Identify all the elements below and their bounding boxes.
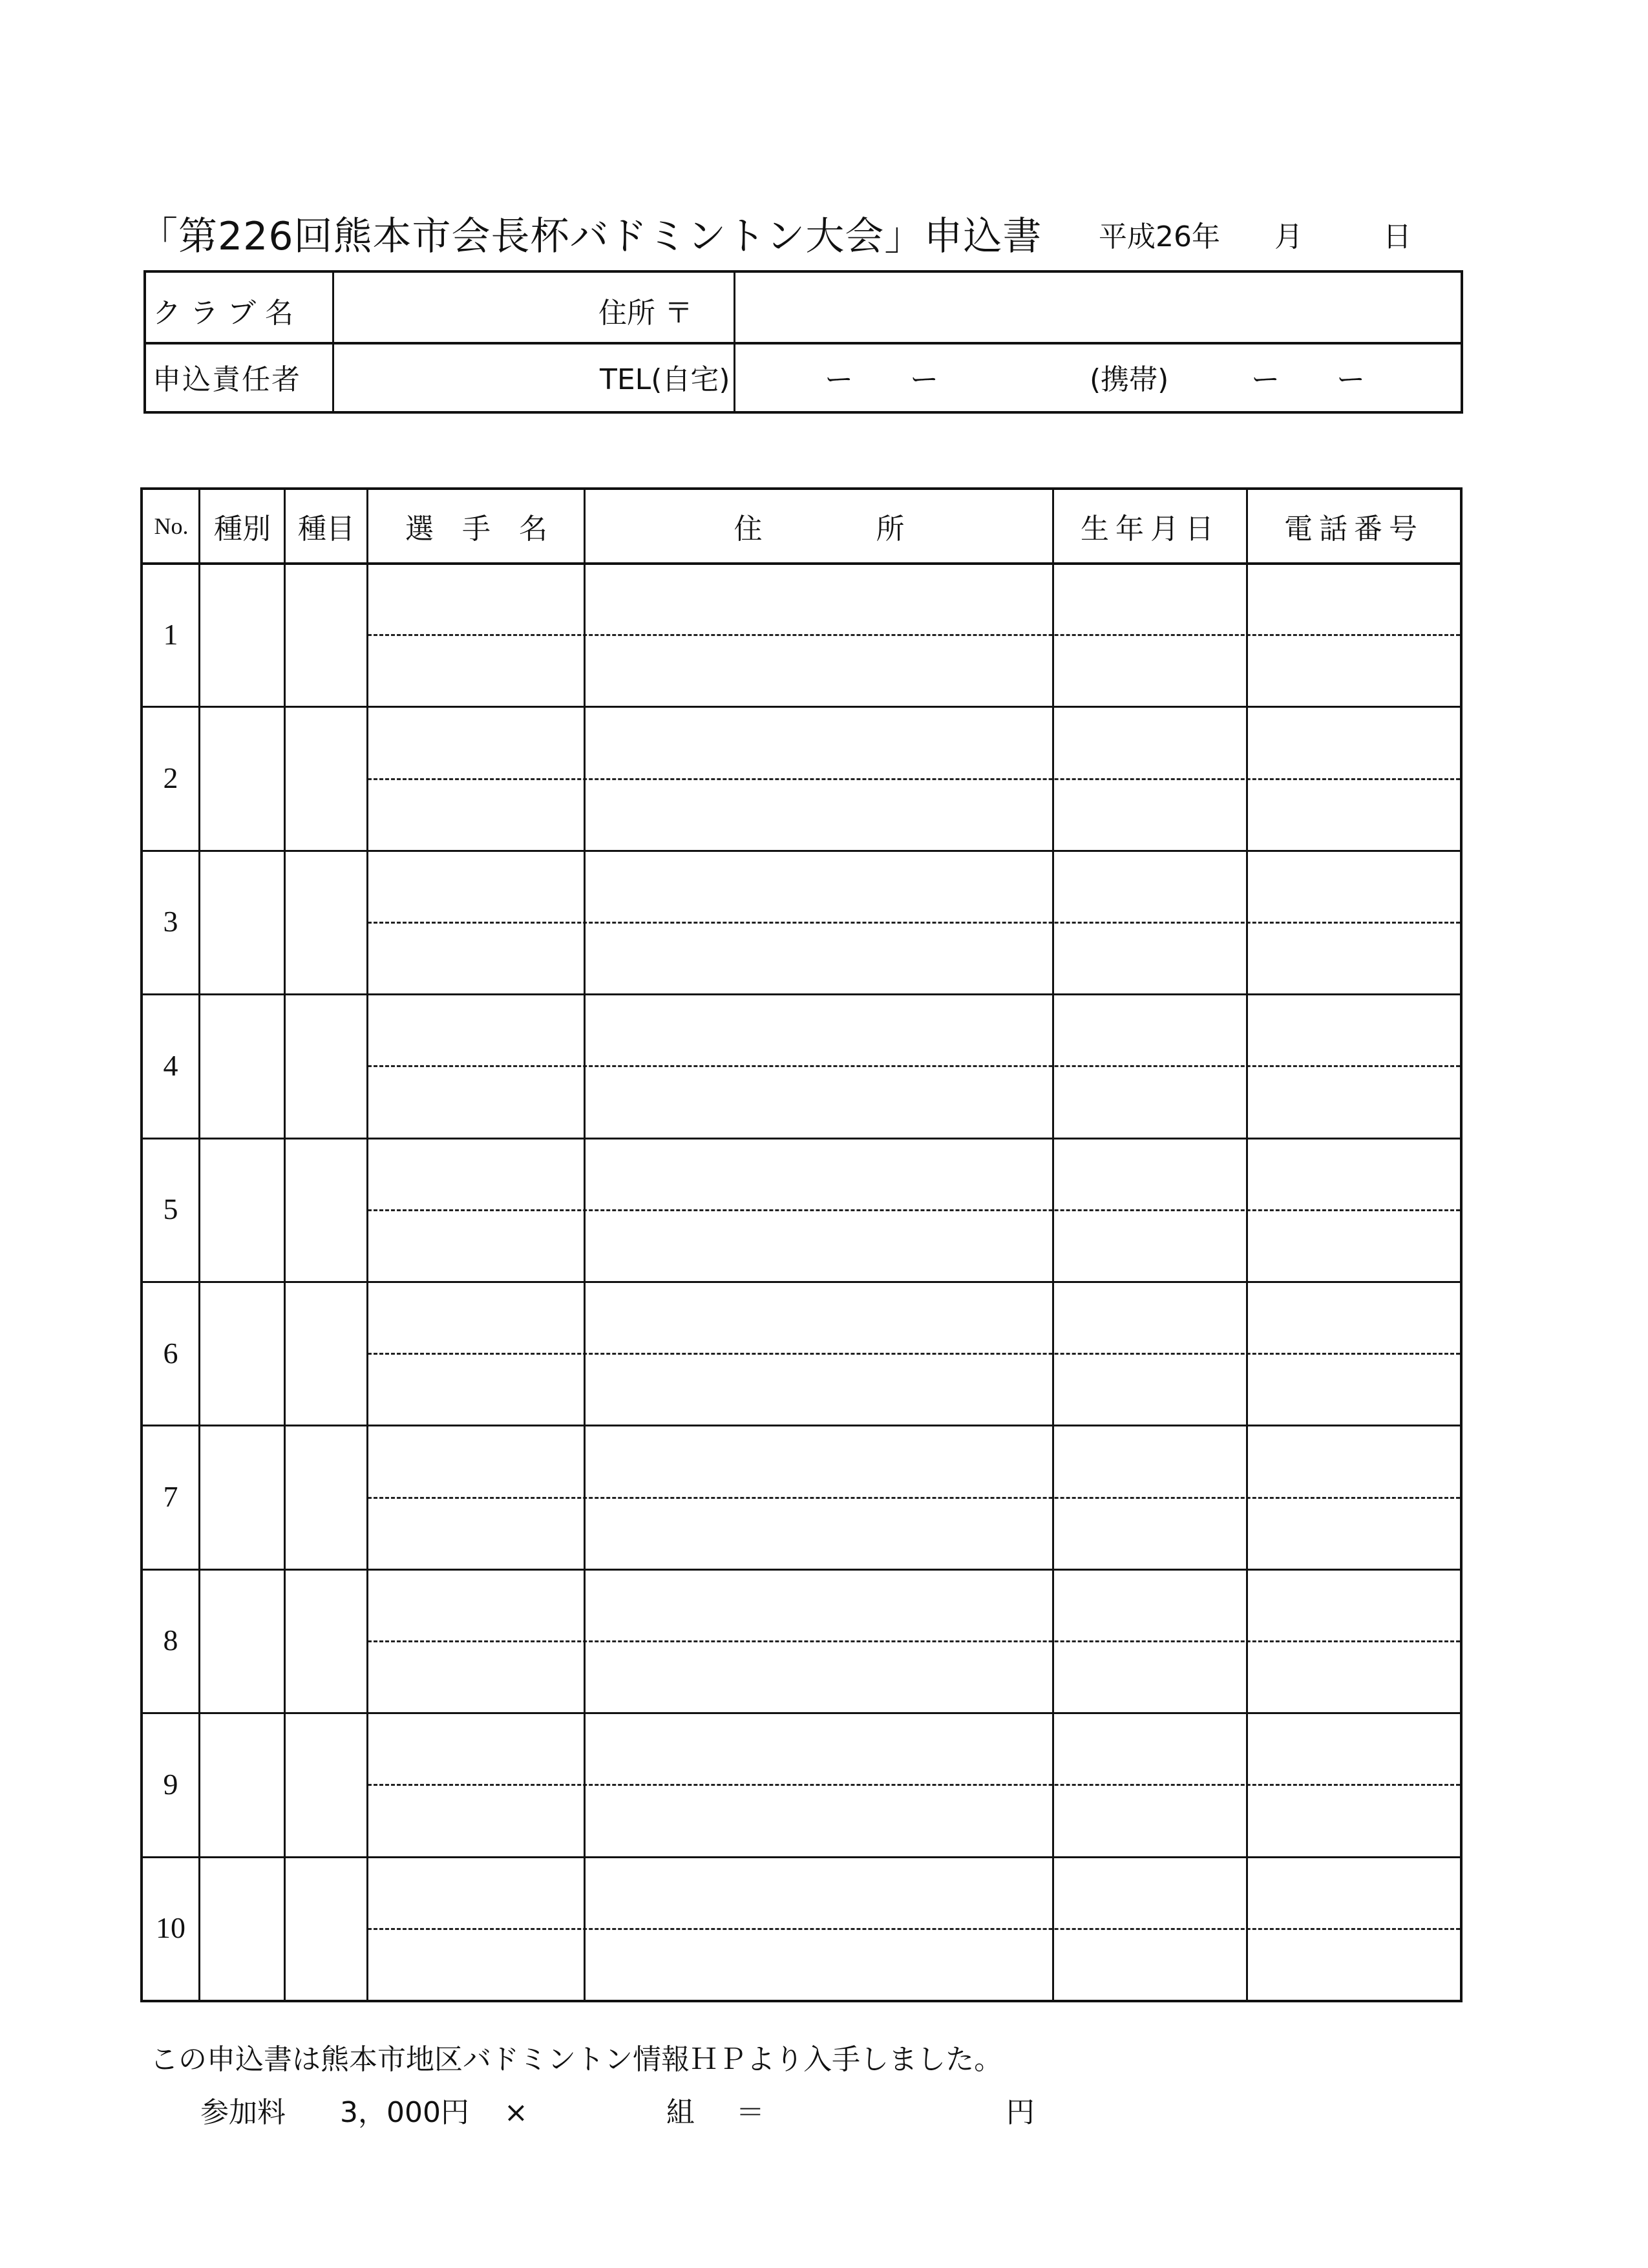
event-field[interactable] — [285, 1281, 366, 1425]
row-number: 10 — [156, 1911, 185, 1945]
source-note: この申込書は熊本市地区バドミントン情報ＨＰより入手しました。 — [150, 2043, 1003, 2076]
table-row — [143, 1138, 1460, 1283]
event-field[interactable] — [285, 850, 366, 993]
birthdate-field[interactable] — [1053, 1138, 1246, 1281]
address-field[interactable] — [585, 562, 1052, 706]
address-label: 住所 〒 — [598, 297, 693, 330]
fee-group: 組 — [666, 2096, 695, 2129]
date-era-year: 平成26年 — [1099, 220, 1220, 253]
birthdate-field[interactable] — [1053, 1856, 1246, 2000]
address-field[interactable] — [735, 273, 1461, 342]
phone-field[interactable] — [1247, 1281, 1461, 1425]
birthdate-field[interactable] — [1053, 706, 1246, 849]
fee-yen: 円 — [1006, 2096, 1035, 2129]
phone-field[interactable] — [1247, 993, 1461, 1137]
col-divider-category — [284, 490, 286, 2000]
fee-times: × — [503, 2096, 528, 2129]
address-field[interactable] — [585, 706, 1052, 849]
player-name-field[interactable] — [368, 1138, 584, 1281]
fee-equals: ＝ — [735, 2096, 765, 2129]
col-divider-birthdate — [1246, 490, 1248, 2000]
tel-home-label: TEL(自宅) — [600, 363, 730, 396]
fee-label: 参加料 — [200, 2096, 286, 2129]
birthdate-field[interactable] — [1053, 562, 1246, 706]
row-number: 7 — [163, 1480, 178, 1514]
table-row — [143, 706, 1460, 851]
player-name-field[interactable] — [368, 1281, 584, 1425]
table-row — [143, 1856, 1460, 2000]
category-field[interactable] — [200, 562, 284, 706]
category-field[interactable] — [200, 1856, 284, 2000]
category-field[interactable] — [200, 993, 284, 1137]
table-row — [143, 562, 1460, 708]
info-divider-2 — [734, 273, 735, 411]
header-phone: 電話番号 — [1284, 513, 1424, 546]
table-row — [143, 850, 1460, 995]
event-field[interactable] — [285, 562, 366, 706]
row-number: 9 — [163, 1767, 178, 1801]
phone-field[interactable] — [1247, 1712, 1461, 1856]
phone-field[interactable] — [1247, 1569, 1461, 1712]
tel-mobile-dashes[interactable]: ー ー — [1251, 363, 1365, 396]
row-number: 6 — [163, 1336, 178, 1370]
category-field[interactable] — [200, 850, 284, 993]
player-name-field[interactable] — [368, 1712, 584, 1856]
address-field[interactable] — [585, 1138, 1052, 1281]
manager-label: 申込責任者 — [153, 363, 301, 396]
event-field[interactable] — [285, 1569, 366, 1712]
category-field[interactable] — [200, 1712, 284, 1856]
info-divider-1 — [332, 273, 334, 411]
category-field[interactable] — [200, 1138, 284, 1281]
category-field[interactable] — [200, 1569, 284, 1712]
player-name-field[interactable] — [368, 850, 584, 993]
fee-line — [200, 2089, 1035, 2130]
fee-amount: 3，000円 — [340, 2096, 469, 2129]
category-field[interactable] — [200, 1281, 284, 1425]
row-number: 3 — [163, 905, 178, 938]
event-field[interactable] — [285, 993, 366, 1137]
phone-field[interactable] — [1247, 706, 1461, 849]
birthdate-field[interactable] — [1053, 1569, 1246, 1712]
table-row — [143, 1569, 1460, 1714]
club-info-table — [143, 270, 1463, 414]
row-number: 2 — [163, 761, 178, 795]
header-event: 種目 — [298, 513, 355, 546]
header-category: 種別 — [214, 513, 271, 546]
event-field[interactable] — [285, 1138, 366, 1281]
phone-field[interactable] — [1247, 1425, 1461, 1568]
header-address: 住 所 — [734, 513, 905, 546]
phone-field[interactable] — [1247, 1856, 1461, 2000]
player-name-field[interactable] — [368, 1569, 584, 1712]
col-divider-event — [366, 490, 368, 2000]
address-field[interactable] — [585, 1281, 1052, 1425]
col-divider-address — [1052, 490, 1054, 2000]
table-row — [143, 1425, 1460, 1570]
phone-field[interactable] — [1247, 1138, 1461, 1281]
address-field[interactable] — [585, 1856, 1052, 2000]
club-row — [146, 273, 1461, 344]
address-field[interactable] — [585, 1425, 1052, 1568]
player-name-field[interactable] — [368, 562, 584, 706]
address-field[interactable] — [585, 1712, 1052, 1856]
entry-table — [140, 487, 1463, 2002]
form-title: 「第226回熊本市会長杯バドミントン大会」申込書 — [139, 214, 1042, 259]
birthdate-field[interactable] — [1053, 1425, 1246, 1568]
entry-table-header — [143, 490, 1460, 565]
table-row — [143, 1712, 1460, 1858]
manager-row — [146, 342, 1461, 411]
form-date — [1099, 213, 1411, 255]
phone-field[interactable] — [1247, 850, 1461, 993]
event-field[interactable] — [285, 706, 366, 849]
player-name-field[interactable] — [368, 1425, 584, 1568]
row-number: 4 — [163, 1048, 178, 1082]
phone-field[interactable] — [1247, 562, 1461, 706]
header-no: No. — [154, 513, 189, 539]
address-field[interactable] — [585, 993, 1052, 1137]
birthdate-field[interactable] — [1053, 1281, 1246, 1425]
club-name-label: クラブ名 — [153, 297, 302, 330]
player-name-field[interactable] — [368, 1856, 584, 2000]
tel-home-dashes[interactable]: ー ー — [825, 363, 938, 396]
col-divider-no — [198, 490, 200, 2000]
birthdate-field[interactable] — [1053, 993, 1246, 1137]
date-day: 日 — [1383, 220, 1411, 253]
birthdate-field[interactable] — [1053, 850, 1246, 993]
table-row — [143, 993, 1460, 1139]
header-player-name: 選 手 名 — [405, 513, 547, 546]
date-month: 月 — [1274, 220, 1303, 253]
address-field[interactable] — [585, 850, 1052, 993]
event-field[interactable] — [285, 1425, 366, 1568]
row-number: 5 — [163, 1192, 178, 1226]
address-field[interactable] — [585, 1569, 1052, 1712]
tel-mobile-label: (携帯) — [1090, 363, 1169, 396]
player-name-field[interactable] — [368, 993, 584, 1137]
event-field[interactable] — [285, 1712, 366, 1856]
birthdate-field[interactable] — [1053, 1712, 1246, 1856]
row-number: 1 — [163, 617, 178, 651]
category-field[interactable] — [200, 706, 284, 849]
row-number: 8 — [163, 1624, 178, 1657]
col-divider-name — [584, 490, 586, 2000]
event-field[interactable] — [285, 1856, 366, 2000]
player-name-field[interactable] — [368, 706, 584, 849]
entry-rows — [143, 562, 1460, 2000]
header-birthdate: 生年月日 — [1081, 513, 1220, 546]
table-row — [143, 1281, 1460, 1426]
category-field[interactable] — [200, 1425, 284, 1568]
